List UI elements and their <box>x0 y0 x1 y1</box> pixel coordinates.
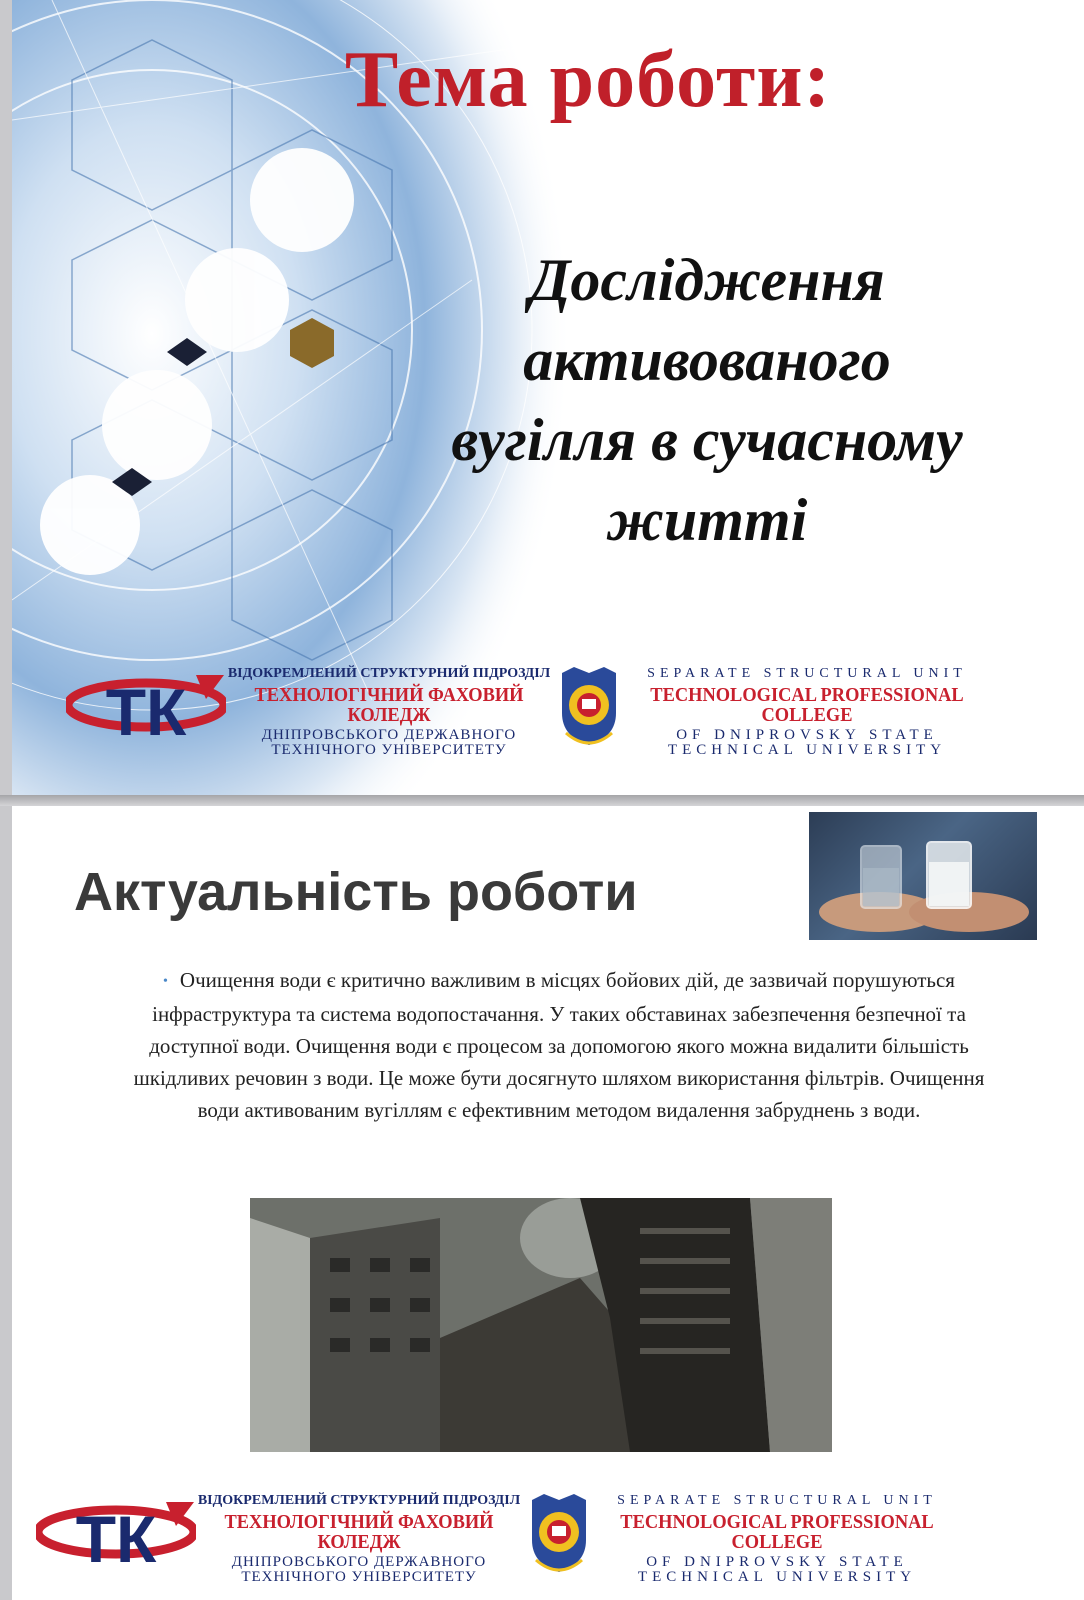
logo-en-line: OF DNIPROVSKY STATE <box>676 727 938 743</box>
logo-en-line: TECHNICAL UNIVERSITY <box>637 1569 917 1585</box>
slide-relevance-heading: Актуальність роботи <box>74 862 638 922</box>
logo-ua-line: ТЕХНОЛОГІЧНИЙ ФАХОВИЙ КОЛЕДЖ <box>224 1511 494 1553</box>
logo-mark-text: ТК <box>105 675 187 749</box>
logo-en-line: OF DNIPROVSKY STATE <box>646 1554 908 1570</box>
logo-en-line: TECHNICAL UNIVERSITY <box>667 742 947 758</box>
logo-text-english <box>592 1494 962 1585</box>
bullet-icon: • <box>163 974 168 990</box>
logo-ua-line: ВІДОКРЕМЛЕНИЙ СТРУКТУРНИЙ ПІДРОЗДІЛ <box>227 666 551 681</box>
slide-title <box>12 0 1084 795</box>
subtitle-line: вугілля в сучасному <box>451 407 963 473</box>
logo-ua-line: ВІДОКРЕМЛЕНИЙ СТРУКТУРНИЙ ПІДРОЗДІЛ <box>197 1493 521 1508</box>
logo-en-line: SEPARATE STRUCTURAL UNIT <box>647 666 967 681</box>
subtitle-line: Дослідження <box>529 247 885 313</box>
subtitle-line: житті <box>606 487 808 553</box>
logo-ua-line: ТЕХНІЧНОГО УНІВЕРСИТЕТУ <box>241 1569 477 1585</box>
logo-ua-line: ДНІПРОВСЬКОГО ДЕРЖАВНОГО <box>231 1554 487 1570</box>
slide-title-heading: Тема роботи: <box>344 36 832 124</box>
logo-ua-line: ДНІПРОВСЬКОГО ДЕРЖАВНОГО <box>261 727 517 743</box>
college-logo-mark <box>36 1496 196 1576</box>
water-beakers-photo <box>809 812 1037 940</box>
logo-ua-line: ТЕХНОЛОГІЧНИЙ ФАХОВИЙ КОЛЕДЖ <box>254 684 524 726</box>
university-emblem-icon <box>556 663 622 749</box>
logo-mark-text: ТК <box>75 1502 157 1576</box>
destroyed-building-photo <box>250 1198 832 1452</box>
slide-divider <box>0 795 1084 806</box>
relevance-text: Очищення води є критично важливим в місцях бойових дій, де зазвичай порушуються інфраструктура та система водопостачання. У таких обставинах забезпечення безпечної та доступної води. Очищення води є процесом за допомогою якого можна видалити більшість шкідливих речовин з води. Це може бути досягнуто шляхом використання фільтрів. Очищення води активованим вугіллям є ефективним методом видалення забруднень з води. <box>133 968 985 1123</box>
logo-en-line: TECHNOLOGICAL PROFESSIONAL COLLEGE <box>620 1511 934 1553</box>
topic-subtitle <box>412 240 1002 560</box>
relevance-paragraph <box>112 964 1006 1126</box>
college-logo-mark <box>66 669 226 749</box>
subtitle-line: активованого <box>523 327 891 393</box>
logo-text-english <box>622 667 992 758</box>
logo-en-line: TECHNOLOGICAL PROFESSIONAL COLLEGE <box>650 684 964 726</box>
university-emblem-icon <box>526 1490 592 1576</box>
college-logo-band <box>66 667 996 757</box>
logo-en-line: SEPARATE STRUCTURAL UNIT <box>617 1493 937 1508</box>
logo-text-ukrainian <box>224 667 554 758</box>
logo-text-ukrainian <box>194 1494 524 1585</box>
college-logo-band <box>36 1494 966 1584</box>
slide-relevance <box>12 806 1084 1600</box>
logo-ua-line: ТЕХНІЧНОГО УНІВЕРСИТЕТУ <box>271 742 507 758</box>
